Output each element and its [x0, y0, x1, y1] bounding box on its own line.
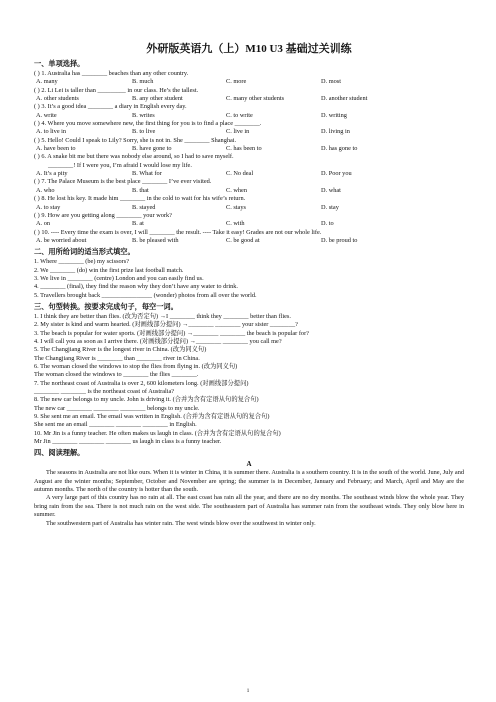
option-c: C. to write [226, 111, 253, 119]
reading-paragraph: The southwestern part of Australia has winter rain. The west winds blow over the southwest in winter only. [46, 519, 316, 527]
option-d: D. living in [321, 128, 350, 136]
option-c: C. has been to [226, 145, 262, 153]
option-d: D. be proud to [321, 236, 358, 244]
reading-passage [34, 469, 464, 527]
question-options [34, 220, 464, 228]
option-a: A. to live in [36, 128, 67, 136]
option-c: C. live in [226, 128, 250, 136]
option-d: D. has gone to [321, 145, 358, 153]
option-a: A. other students [36, 95, 79, 103]
option-a: A. who [36, 186, 55, 194]
transform-item: The new car ________ ________ ________ belongs to my uncle. [34, 404, 200, 412]
transform-item: Mr Jin ________ ________ ________ us laugh in class is a funny teacher. [34, 438, 222, 446]
worksheet-page [34, 40, 464, 528]
page-number: 1 [246, 688, 250, 694]
option-b: B. at [132, 220, 144, 228]
option-c: C. more [226, 78, 247, 86]
option-b: B. any other student [132, 95, 183, 103]
question-stem: ( ) 2. Li Lei is taller than _________ in our class. He’s the tallest. [34, 86, 199, 94]
option-c: C. with [226, 220, 245, 228]
option-a: A. It’s a pity [36, 170, 68, 178]
option-c: C. be good at [226, 236, 260, 244]
section-1-heading: 一、单项选择。 [34, 60, 85, 68]
option-b: B. stayed [132, 203, 156, 211]
question-stem: ( ) 1. Australia has ________ beaches than any other country. [34, 70, 189, 77]
question-stem: ( ) 3. It’s a good idea ________ a diary in English every day. [34, 103, 187, 111]
question-options [34, 112, 464, 120]
transform-item: 3. The beach is popular for water sports. (对画线部分提问) →________ ________ the beach is popular for? [34, 329, 309, 337]
option-b: B. What for [132, 170, 162, 178]
page-title: 外研版英语九（上）M10 U3 基础过关训练 [146, 43, 352, 55]
fill-in-item: 2. We ________ (do) win the first prize last football match. [34, 266, 184, 274]
option-a: A. be worried about [36, 236, 87, 244]
option-a: A. have been to [36, 145, 76, 153]
section-2-heading: 二、用所给词的适当形式填空。 [34, 248, 135, 257]
reading-paragraph: The seasons in Australia are not like ours. When it is winter in China, it is summer there. Australia is a southern country. It is in the south of the world. June, July and August are the winter months; September, October and November are spring; the summer is in December, January and February; and March, April and May are the autumn months. The north of the country is hotter than the south. [34, 469, 464, 494]
option-c: C. stays [226, 203, 246, 211]
question-options [34, 145, 464, 153]
question-stem: ( ) 10. ---- Every time the exam is over, I will ________ the result. ---- Take it easy! Grades are not our whole life. [34, 228, 322, 236]
option-b: B. that [132, 186, 149, 194]
fill-in-item: 4. ________ (final), they find the reason why they don’t have any water to drink. [34, 283, 238, 291]
option-d: D. most [321, 78, 341, 86]
transform-item: ________ ________ is the northeast coast of Australia? [34, 388, 175, 396]
question-stem: ( ) 7. The Palace Museum is the best place ________ I’ve ever visited. [34, 178, 212, 186]
question-stem: ( ) 8. He lost his key. It made him ________ in the cold to wait for his wife’s return. [34, 195, 246, 203]
option-a: A. on [36, 220, 50, 228]
transform-item: The Changjiang River is ________ than ________ river in China. [34, 354, 200, 362]
question-options [34, 170, 464, 178]
option-d: D. writing [321, 111, 347, 119]
option-d: D. what [321, 186, 341, 194]
question-options [34, 95, 464, 103]
fill-in-item: 3. We live in ________ (centre) London and you can easily find us. [34, 274, 204, 282]
option-c: C. when [226, 186, 247, 194]
option-b: B. much [132, 78, 154, 86]
transform-item: The woman closed the windows to ________ the flies ________. [34, 371, 199, 379]
option-b: B. be pleased with [132, 236, 179, 244]
section-1-questions [34, 70, 464, 245]
option-a: A. many [36, 78, 58, 86]
question-stem: ( ) 9. How are you getting along ________ your work? [34, 211, 172, 219]
question-stem: ( ) 6. A snake bit me but there was nobody else around, so I had to save myself. [34, 153, 234, 161]
question-options [34, 128, 464, 136]
question-stem-continued: ________! If I were you, I’m afraid I would lose my life. [48, 161, 192, 169]
option-d: D. another student [321, 95, 368, 103]
question-options [34, 204, 464, 212]
transform-item: 8. The new car belongs to my uncle. John is driving it. (合并为含有定语从句的复合句) [34, 396, 259, 404]
option-c: C. many other students [226, 95, 285, 103]
option-a: A. write [36, 111, 57, 119]
reading-paragraph: A very large part of this country has no rain at all. The east coast has rain all the year, and there are no dry months. The southeast winds blow the whole year. They bring rain from the sea. There is not much rain on the west side. The southeastern part of Australia has summer rain from the southeast winds. They only blow here in summer. [34, 494, 464, 519]
transform-item: 1. I think they are better than flies. (改为否定句) →I ________ think they ________ better than flies. [34, 312, 291, 320]
fill-in-item: 1. Where ________ (be) my scissors? [34, 258, 130, 266]
transform-item: 5. The Changjiang River is the longest river in China. (改为同义句) [34, 346, 207, 354]
option-d: D. stay [321, 203, 339, 211]
option-a: A. to stay [36, 203, 61, 211]
fill-in-item: 5. Travellers brought back ________________ (wonder) photos from all over the world. [34, 291, 257, 299]
section-3-lines [34, 313, 464, 447]
transform-item: 10. Mr Jin is a funny teacher. He often makes us laugh in class. (合并为含有定语从句的复合句) [34, 429, 281, 437]
article-title: A [246, 460, 252, 469]
option-b: B. have gone to [132, 145, 172, 153]
transform-item: 6. The woman closed the windows to stop the flies from flying in. (改为同义句) [34, 363, 238, 370]
transform-item: 9. She sent me an email. The email was written in English. (合并为含有定语从句的复合句) [34, 413, 270, 421]
option-d: D. Poor you [321, 170, 352, 178]
transform-item: 2. My sister is kind and warm hearted. (对画线部分提问) →________ ________ your sister ________? [34, 321, 298, 329]
question-options [34, 78, 464, 86]
question-options [34, 237, 464, 245]
question-stem: ( ) 5. Hello! Could I speak to Lily? Sorry, she is not in. She ________ Shanghai. [34, 136, 237, 144]
transform-item: She sent me an email ________ ________ ________ in English. [34, 421, 197, 429]
option-b: B. writes [132, 111, 155, 119]
section-2-lines [34, 258, 464, 300]
option-c: C. No deal [226, 170, 254, 178]
section-4-heading: 四、阅读理解。 [34, 449, 85, 458]
section-3-heading: 三、句型转换。按要求完成句子，每空一词。 [34, 302, 178, 311]
transform-item: 7. The northeast coast of Australia is over 2, 600 kilometers long. (对画线部分提问) [34, 379, 249, 387]
transform-item: 4. I will call you as soon as I arrive there. (对画线部分提问) →________ ________ you call me? [34, 337, 282, 345]
question-options [34, 187, 464, 195]
option-b: B. to live [132, 128, 156, 136]
option-d: D. to [321, 220, 334, 228]
question-stem: ( ) 4. Where you move somewhere new, the first thing for you is to find a place ________. [34, 120, 262, 128]
